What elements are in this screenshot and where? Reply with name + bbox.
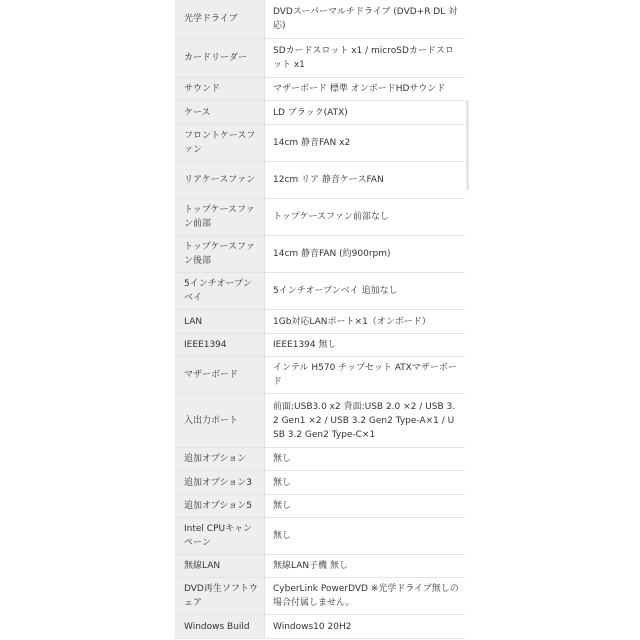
spec-value: 5インチオープンベイ 追加なし: [265, 273, 466, 310]
spec-label: リアケースファン: [175, 162, 265, 199]
spec-row: [175, 394, 465, 448]
spec-row: [175, 310, 465, 334]
spec-label: マザーボード: [175, 357, 265, 394]
spec-row: [175, 518, 465, 555]
spec-value: マザーボード 標準 オンボードHDサウンド: [265, 78, 466, 101]
spec-row: [175, 39, 465, 78]
spec-value: IEEE1394 無し: [265, 334, 466, 357]
spec-label: 5インチオープンベイ: [175, 273, 265, 310]
spec-row: [175, 334, 465, 357]
spec-row: [175, 78, 465, 101]
spec-label: 追加オプション5: [175, 495, 265, 518]
spec-label: 追加オプション: [175, 448, 265, 471]
scrollbar-thumb[interactable]: [466, 100, 469, 190]
spec-value: 無し: [265, 471, 466, 495]
spec-row: [175, 162, 465, 199]
spec-label: IEEE1394: [175, 334, 265, 357]
spec-row: [175, 615, 465, 639]
spec-label: 光学ドライブ: [175, 0, 265, 39]
spec-row: [175, 357, 465, 394]
spec-label: LAN: [175, 310, 265, 334]
spec-row: [175, 495, 465, 518]
spec-value: DVDスーパーマルチドライブ (DVD+R DL 対応): [265, 0, 466, 39]
spec-label: ケース: [175, 101, 265, 125]
spec-value: 無し: [265, 448, 466, 471]
spec-value: 14cm 静音FAN x2: [265, 125, 466, 162]
spec-row: [175, 471, 465, 495]
spec-value: 無し: [265, 495, 466, 518]
spec-row: [175, 448, 465, 471]
spec-row: [175, 578, 465, 615]
spec-label: DVD再生ソフトウェア: [175, 578, 265, 615]
spec-value: 14cm 静音FAN (約900rpm): [265, 236, 466, 273]
spec-value: 無線LAN子機 無し: [265, 555, 466, 578]
spec-row: [175, 101, 465, 125]
spec-label: サウンド: [175, 78, 265, 101]
spec-label: 無線LAN: [175, 555, 265, 578]
spec-label: 入出力ポート: [175, 394, 265, 448]
spec-value: 1Gb対応LANポート×1（オンボード）: [265, 310, 466, 334]
spec-value: インテル H570 チップセット ATXマザーボード: [265, 357, 466, 394]
spec-value: 無し: [265, 518, 466, 555]
spec-row: [175, 125, 465, 162]
spec-row: [175, 555, 465, 578]
spec-label: トップケースファン後部: [175, 236, 265, 273]
spec-value: SDカードスロット x1 / microSDカードスロット x1: [265, 39, 466, 78]
spec-value: 前面:USB3.0 x2 背面:USB 2.0 ×2 / USB 3.2 Gen1 ×2 / USB 3.2 Gen2 Type-A×1 / USB 3.2 Gen2 Type-C×1: [265, 394, 466, 448]
spec-label: フロントケースファン: [175, 125, 265, 162]
spec-label: Intel CPUキャンペーン: [175, 518, 265, 555]
spec-label: Windows Build: [175, 615, 265, 639]
spec-label: カードリーダー: [175, 39, 265, 78]
spec-value: LD ブラック(ATX): [265, 101, 466, 125]
spec-row: [175, 273, 465, 310]
spec-value: トップケースファン前部なし: [265, 199, 466, 236]
spec-value: Windows10 20H2: [265, 615, 466, 639]
spec-value: 12cm リア 静音ケースFAN: [265, 162, 466, 199]
spec-label: 追加オプション3: [175, 471, 265, 495]
spec-label: トップケースファン前部: [175, 199, 265, 236]
spec-value: CyberLink PowerDVD ※光学ドライブ無しの場合付属しません。: [265, 578, 466, 615]
spec-table: [175, 0, 465, 639]
spec-row: [175, 199, 465, 236]
spec-row: [175, 0, 465, 39]
spec-row: [175, 236, 465, 273]
